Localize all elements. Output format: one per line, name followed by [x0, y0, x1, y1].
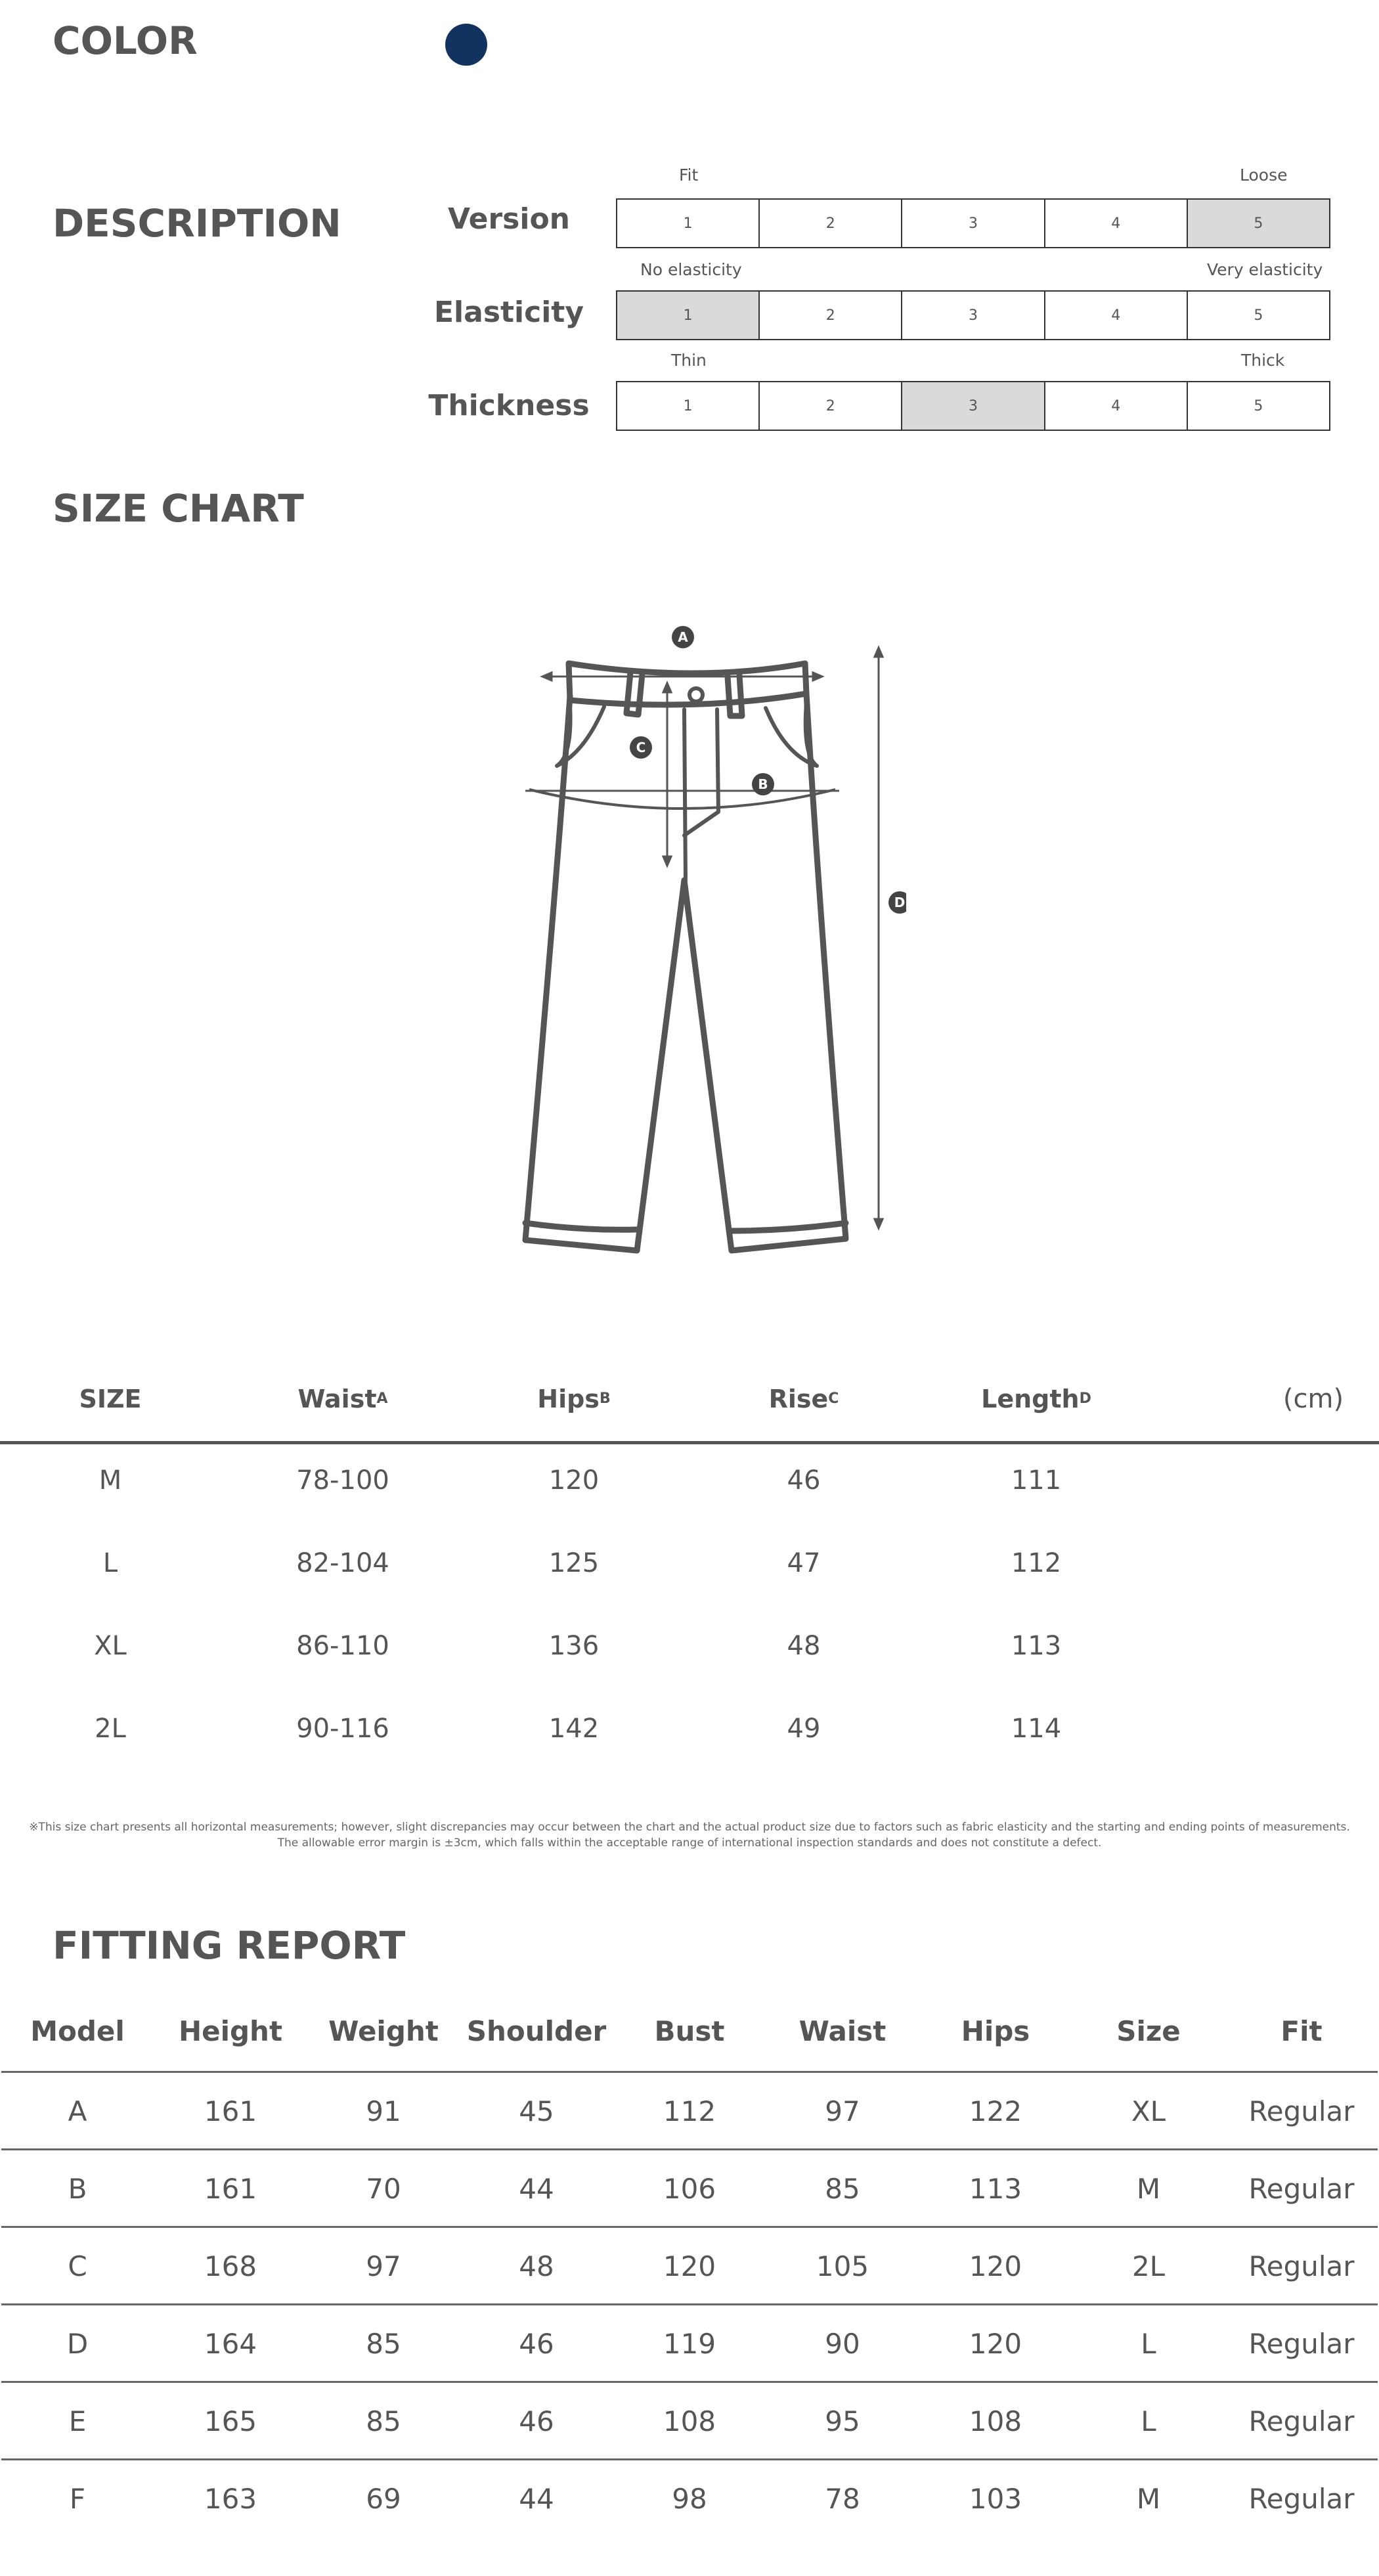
scale-low-label: Thin	[671, 351, 707, 370]
scale-label-version: Version	[447, 202, 570, 236]
scale-cell-1: 1	[617, 200, 760, 247]
cell-rise: 47	[787, 1548, 821, 1578]
scale-high-label: Thick	[1241, 351, 1285, 370]
size-note	[0, 1819, 1379, 1851]
cell-size: L	[1141, 2327, 1156, 2360]
scale-high-label: Loose	[1240, 166, 1288, 185]
cell-size: 2L	[95, 1714, 126, 1744]
table-row	[1, 2383, 1378, 2459]
cell-size: M	[1136, 2172, 1161, 2205]
cell-weight: 70	[366, 2172, 401, 2205]
header-weight: Weight	[328, 2014, 439, 2047]
cell-hips: 103	[969, 2482, 1022, 2515]
cell-bust: 98	[672, 2482, 707, 2515]
cell-height: 163	[204, 2482, 257, 2515]
cell-height: 161	[204, 2095, 257, 2127]
cell-model: C	[68, 2250, 87, 2282]
cell-length: 111	[1011, 1465, 1062, 1496]
table-row	[1, 2228, 1378, 2304]
cell-fit: Regular	[1248, 2327, 1355, 2360]
cell-size: 2L	[1131, 2250, 1166, 2282]
scale-cell-5: 5	[1188, 200, 1329, 247]
fitting-header-row	[1, 1993, 1378, 2069]
cell-bust: 119	[663, 2327, 716, 2360]
color-swatch-navy[interactable]	[445, 24, 487, 66]
scale-cell-2: 2	[760, 292, 902, 339]
header-size: Size	[1116, 2014, 1181, 2047]
cell-hips: 113	[969, 2172, 1022, 2205]
header-hips: Hips	[961, 2014, 1030, 2047]
cell-weight: 85	[366, 2327, 401, 2360]
scale-cell-1: 1	[617, 382, 760, 430]
cell-model: D	[66, 2327, 89, 2360]
cell-waist: 95	[825, 2405, 860, 2437]
header-waist: Waist A	[297, 1385, 388, 1413]
header-height: Height	[178, 2014, 283, 2047]
cell-shoulder: 48	[519, 2250, 554, 2282]
table-row	[1, 2150, 1378, 2227]
cell-waist: 78-100	[296, 1465, 389, 1496]
marker-a: A	[678, 629, 688, 645]
scale-cell-3: 3	[902, 382, 1045, 430]
unit-label: (cm)	[1282, 1384, 1344, 1414]
cell-hips: 122	[969, 2095, 1022, 2127]
button-icon	[690, 688, 703, 701]
table-row	[0, 1697, 1379, 1760]
fitting-report-title: FITTING REPORT	[53, 1923, 406, 1968]
marker-b: B	[758, 776, 768, 792]
cell-bust: 120	[663, 2250, 716, 2282]
cell-hips: 120	[548, 1465, 600, 1496]
table-row	[1, 2305, 1378, 2382]
cell-size: M	[98, 1465, 122, 1496]
scale-high-label: Very elasticity	[1207, 260, 1323, 279]
scale-cell-5: 5	[1254, 397, 1263, 414]
cell-hips: 136	[548, 1631, 600, 1661]
cell-fit: Regular	[1248, 2095, 1355, 2127]
version-scale	[616, 198, 1330, 248]
cell-fit: Regular	[1248, 2250, 1355, 2282]
cell-model: F	[69, 2482, 86, 2515]
cell-rise: 49	[787, 1714, 821, 1744]
table-row	[0, 1532, 1379, 1595]
cell-shoulder: 44	[519, 2172, 554, 2205]
pants-outline	[525, 663, 846, 1251]
cell-hips: 120	[969, 2327, 1022, 2360]
cell-height: 168	[204, 2250, 257, 2282]
cell-weight: 85	[366, 2405, 401, 2437]
cell-length: 114	[1011, 1714, 1062, 1744]
elasticity-scale	[616, 290, 1330, 340]
scale-cell-2: 2	[760, 382, 902, 430]
header-size: SIZE	[79, 1385, 142, 1413]
description-title: DESCRIPTION	[53, 201, 341, 246]
cell-rise: 48	[787, 1631, 821, 1661]
cell-waist: 90-116	[296, 1714, 389, 1744]
note-line-1: ※This size chart presents all horizontal measurements; however, slight discrepancies may occur between the chart and the actual product size due to factors such as fabric elasticity and the starting and ending points of measurements.	[29, 1821, 1350, 1834]
cell-length: 112	[1011, 1548, 1062, 1578]
marker-d: D	[894, 895, 906, 910]
cell-shoulder: 45	[519, 2095, 554, 2127]
cell-size: L	[102, 1548, 118, 1578]
cell-shoulder: 46	[519, 2327, 554, 2360]
header-hips: Hips B	[537, 1385, 611, 1413]
cell-waist: 86-110	[296, 1631, 389, 1661]
cell-hips: 108	[969, 2405, 1022, 2437]
table-row	[0, 1614, 1379, 1677]
cell-length: 113	[1011, 1631, 1062, 1661]
cell-shoulder: 44	[519, 2482, 554, 2515]
header-model: Model	[30, 2014, 125, 2047]
cell-height: 164	[204, 2327, 257, 2360]
header-fit: Fit	[1280, 2014, 1323, 2047]
scale-cell-5: 5	[1254, 307, 1263, 324]
cell-waist: 85	[825, 2172, 860, 2205]
cell-model: E	[68, 2405, 87, 2437]
cell-waist: 82-104	[296, 1548, 389, 1578]
size-table-header	[0, 1367, 1379, 1431]
cell-model: A	[68, 2095, 87, 2127]
note-line-2: The allowable error margin is ±3cm, which falls within the acceptable range of international inspection standards and does not constitute a defect.	[277, 1836, 1102, 1850]
cell-waist: 90	[825, 2327, 860, 2360]
color-title: COLOR	[53, 18, 198, 63]
cell-bust: 112	[663, 2095, 716, 2127]
scale-cell-4: 4	[1045, 292, 1188, 339]
cell-height: 161	[204, 2172, 257, 2205]
scale-cell-1: 1	[617, 292, 760, 339]
scale-cell-3: 3	[902, 200, 1045, 247]
table-row	[0, 1449, 1379, 1512]
thickness-scale	[616, 381, 1330, 431]
cell-hips: 125	[548, 1548, 600, 1578]
cell-height: 165	[204, 2405, 257, 2437]
pants-diagram	[512, 617, 906, 1261]
cell-size: M	[1136, 2482, 1161, 2515]
cell-bust: 108	[663, 2405, 716, 2437]
measurement-lines	[525, 648, 883, 1228]
cell-size: L	[1141, 2405, 1156, 2437]
header-waist: Waist	[799, 2014, 886, 2047]
cell-waist: 97	[825, 2095, 860, 2127]
scale-low-label: Fit	[679, 166, 699, 185]
cell-fit: Regular	[1248, 2172, 1355, 2205]
cell-weight: 91	[366, 2095, 401, 2127]
cell-rise: 46	[787, 1465, 821, 1496]
cell-size: XL	[1131, 2095, 1166, 2127]
scale-low-label: No elasticity	[640, 260, 742, 279]
header-divider	[0, 1441, 1379, 1444]
scale-label-thickness: Thickness	[428, 389, 590, 422]
cell-waist: 78	[825, 2482, 860, 2515]
cell-waist: 105	[816, 2250, 869, 2282]
cell-fit: Regular	[1248, 2482, 1355, 2515]
size-chart-title: SIZE CHART	[53, 486, 304, 531]
header-bust: Bust	[654, 2014, 725, 2047]
scale-cell-3: 3	[902, 292, 1045, 339]
table-row	[1, 2460, 1378, 2537]
scale-label-elasticity: Elasticity	[433, 296, 584, 329]
cell-fit: Regular	[1248, 2405, 1355, 2437]
marker-c: C	[636, 740, 646, 755]
cell-shoulder: 46	[519, 2405, 554, 2437]
header-shoulder: Shoulder	[466, 2014, 607, 2047]
header-length: Length D	[981, 1385, 1091, 1413]
cell-model: B	[68, 2172, 87, 2205]
scale-cell-2: 2	[760, 200, 902, 247]
cell-hips: 142	[548, 1714, 600, 1744]
cell-weight: 69	[366, 2482, 401, 2515]
cell-weight: 97	[366, 2250, 401, 2282]
scale-cell-4: 4	[1045, 200, 1188, 247]
cell-size: XL	[94, 1631, 127, 1661]
scale-cell-4: 4	[1045, 382, 1188, 430]
table-row	[1, 2073, 1378, 2149]
cell-hips: 120	[969, 2250, 1022, 2282]
cell-bust: 106	[663, 2172, 716, 2205]
header-rise: Rise C	[768, 1385, 839, 1413]
